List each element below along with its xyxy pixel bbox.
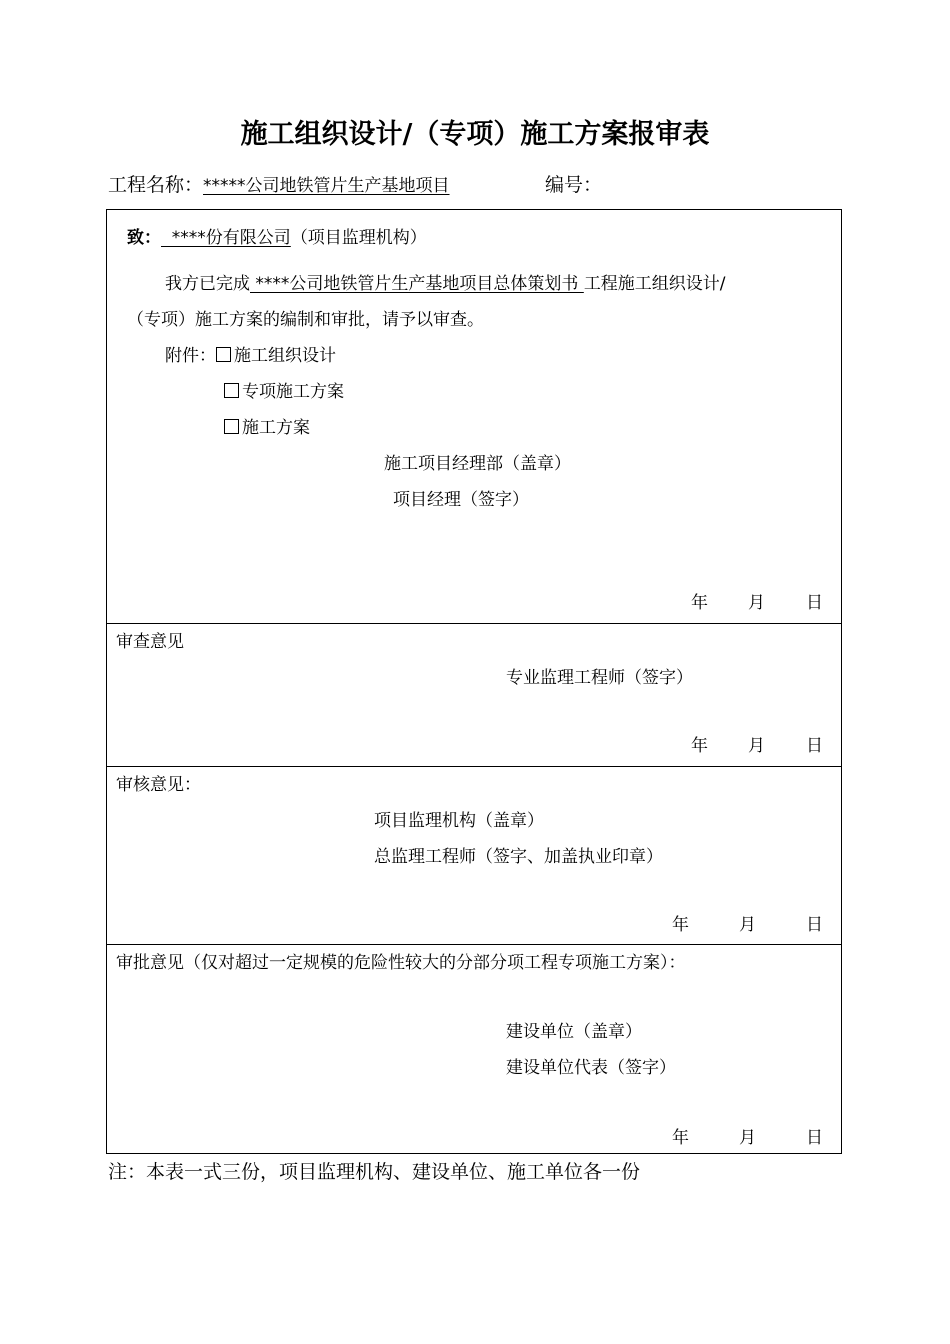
project-name-row xyxy=(108,170,450,197)
plan-name-value: ****公司地铁管片生产基地项目总体策划书 xyxy=(250,274,584,294)
checkbox-special-plan[interactable] xyxy=(224,383,239,398)
approval-signature: 建设单位代表（签字） xyxy=(506,1058,676,1078)
checkbox-construction-design[interactable] xyxy=(216,347,231,362)
addressee-row xyxy=(127,223,427,248)
audit-stamp: 项目监理机构（盖章） xyxy=(374,811,544,831)
month-label: 月 xyxy=(739,1128,756,1148)
stamp-line: 施工项目经理部（盖章） xyxy=(384,454,571,474)
attachment-label: 附件： xyxy=(165,346,216,366)
to-label: 致： xyxy=(127,228,161,248)
attachment-row-1 xyxy=(165,341,336,366)
day-label: 日 xyxy=(806,593,823,613)
submission-section xyxy=(107,210,841,623)
year-label: 年 xyxy=(691,593,708,613)
number-label: 编号： xyxy=(545,174,603,196)
attachment-row-2 xyxy=(224,377,344,402)
footnote: 注：本表一式三份，项目监理机构、建设单位、施工单位各一份 xyxy=(108,1161,641,1183)
day-label: 日 xyxy=(806,915,823,935)
approval-section xyxy=(107,944,841,1155)
project-name-value: *****公司地铁管片生产基地项目 xyxy=(203,176,450,196)
audit-signature: 总监理工程师（签字、加盖执业印章） xyxy=(374,847,663,867)
body-line-1 xyxy=(165,269,726,294)
inspection-signature: 专业监理工程师（签字） xyxy=(506,668,693,688)
year-label: 年 xyxy=(672,915,689,935)
checkbox-construction-plan[interactable] xyxy=(224,419,239,434)
attachment-row-3 xyxy=(224,413,310,438)
inspection-section xyxy=(107,623,841,766)
inspection-heading: 审查意见 xyxy=(116,632,184,652)
body-line-2: （专项）施工方案的编制和审批，请予以审查。 xyxy=(127,310,484,330)
day-label: 日 xyxy=(806,1128,823,1148)
form-title: 施工组织设计/（专项）施工方案报审表 xyxy=(240,119,710,150)
body-prefix: 我方已完成 xyxy=(165,274,250,294)
body-suffix: 工程施工组织设计/ xyxy=(583,274,726,294)
project-label: 工程名称： xyxy=(108,174,204,196)
audit-heading: 审核意见： xyxy=(116,775,201,795)
month-label: 月 xyxy=(748,736,765,756)
signature-line: 项目经理（签字） xyxy=(393,490,529,510)
attachment-label-2: 专项施工方案 xyxy=(242,382,344,402)
approval-heading: 审批意见（仅对超过一定规模的危险性较大的分部分项工程专项施工方案）： xyxy=(116,953,686,973)
addressee-suffix: （项目监理机构） xyxy=(290,228,427,248)
attachment-label-1: 施工组织设计 xyxy=(234,346,336,366)
month-label: 月 xyxy=(739,915,756,935)
approval-stamp: 建设单位（盖章） xyxy=(506,1022,642,1042)
audit-section xyxy=(107,766,841,944)
month-label: 月 xyxy=(748,593,765,613)
addressee-value: ****份有限公司 xyxy=(161,228,291,248)
year-label: 年 xyxy=(691,736,708,756)
attachment-label-3: 施工方案 xyxy=(242,418,310,438)
year-label: 年 xyxy=(672,1128,689,1148)
review-form xyxy=(106,209,842,1154)
day-label: 日 xyxy=(806,736,823,756)
